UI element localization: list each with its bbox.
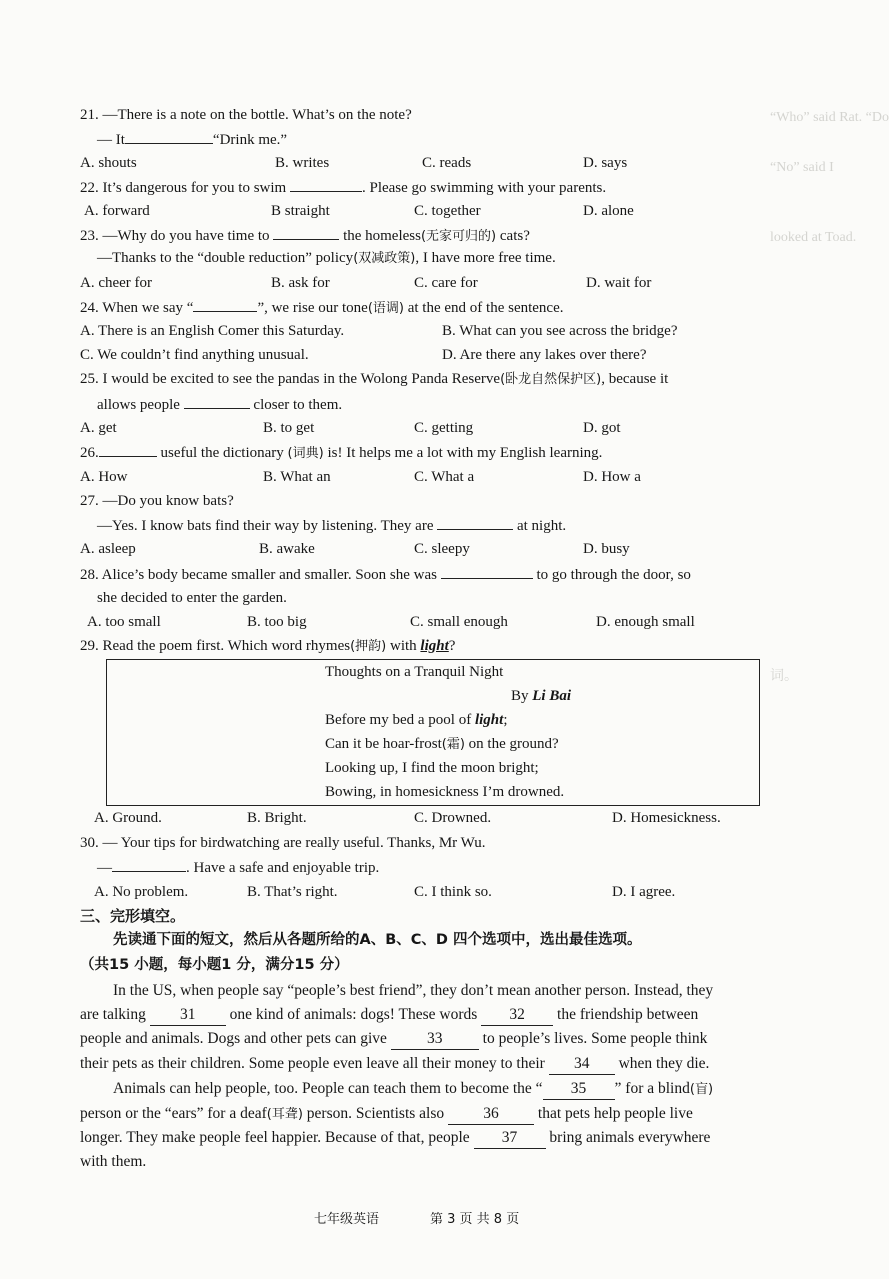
q30-option-c[interactable]: C. I think so. (414, 884, 492, 900)
q25-post2: closer to them. (253, 397, 343, 413)
p1-l2-a: are talking (80, 1006, 146, 1023)
section-scoring: （共15 小题，每小题1 分，满分15 分） (80, 957, 349, 973)
q25-line2 (97, 394, 342, 415)
q27-option-a[interactable]: A. asleep (80, 541, 136, 557)
poem-line-1-pre: Before my bed a pool of (325, 712, 475, 728)
q23-option-a[interactable]: A. cheer for (80, 275, 153, 291)
section-heading: 三、完形填空。 (80, 907, 186, 925)
q23-line2-post: , I have more free time. (415, 250, 556, 266)
q28-option-d[interactable]: D. enough small (596, 614, 695, 630)
q28-option-a[interactable]: A. too small (87, 614, 161, 630)
q27-line2 (97, 515, 566, 536)
q21-line2-pre: — It (97, 132, 125, 148)
q23-line2 (97, 248, 556, 269)
blank-35[interactable]: 35 (543, 1079, 615, 1100)
p2-l2-c: that pets help people live (537, 1105, 693, 1122)
p2-l3-a: longer. They make people feel happier. Because of that, people (80, 1129, 470, 1146)
q26-option-d[interactable]: D. How a (583, 469, 641, 485)
q22-stem (80, 177, 606, 198)
poem-title: Thoughts on a Tranquil Night (325, 664, 504, 680)
q27-stem: 27. —Do you know bats? (80, 493, 234, 509)
q21-option-b[interactable]: B. writes (275, 155, 330, 171)
q26-pre: 26. (80, 445, 99, 461)
q24-blank[interactable] (193, 297, 257, 312)
q24-option-d[interactable]: D. Are there any lakes over there? (442, 347, 647, 363)
q29-option-d[interactable]: D. Homesickness. (612, 810, 721, 826)
q25-line1: 25. I would be excited to see the pandas in the Wolong Panda Reserve (80, 371, 501, 387)
q24-post: ”, we rise our tone (257, 300, 368, 316)
poem-line-1-post: ; (503, 712, 508, 728)
q23-option-b[interactable]: B. ask for (271, 275, 330, 291)
passage-p1-line1: In the US, when people say “people’s best friend”, they don’t mean another person. Instead, they (113, 982, 714, 999)
p1-l3-a: people and animals. Dogs and other pets can give (80, 1030, 387, 1047)
poem-line-2-post: on the ground? (464, 736, 559, 752)
q22-option-a[interactable]: A. forward (84, 203, 150, 219)
q26-option-b[interactable]: B. What an (263, 469, 331, 485)
q22-blank[interactable] (290, 177, 362, 192)
q27-option-b[interactable]: B. awake (259, 541, 315, 557)
q29-stem (80, 636, 455, 657)
q22-pre: 22. It’s dangerous for you to swim (80, 180, 287, 196)
passage-p2-line4: with them. (80, 1153, 147, 1170)
q30-line2-post: . Have a safe and enjoyable trip. (186, 860, 380, 876)
poem-byline (511, 686, 571, 706)
q24-post2: at the end of the sentence. (407, 300, 564, 316)
q30-line2-pre: — (97, 860, 112, 876)
blank-34[interactable]: 34 (549, 1054, 615, 1075)
p1-l2-c: the friendship between (557, 1006, 699, 1023)
q25-option-d[interactable]: D. got (583, 420, 621, 436)
q22-option-d[interactable]: D. alone (583, 203, 634, 219)
q29-qmark: ? (448, 638, 456, 654)
blank-31[interactable]: 31 (150, 1005, 226, 1026)
q28-stem (80, 564, 691, 585)
q27-line2-text: —Yes. I know bats find their way by listening. They are (97, 518, 434, 534)
q24-option-c[interactable]: C. We couldn’t find anything unusual. (80, 347, 309, 363)
passage-p2-line1 (113, 1079, 713, 1100)
q26-post2: is! It helps me a lot with my English learning. (327, 445, 603, 461)
q25-stem (80, 369, 668, 390)
p2-l1-a: Animals can help people, too. People can teach them to become the “ (113, 1080, 543, 1097)
passage-p2-line3 (80, 1128, 710, 1149)
q28-option-b[interactable]: B. too big (247, 614, 307, 630)
blank-33[interactable]: 33 (391, 1029, 479, 1050)
q24-pre: 24. When we say “ (80, 300, 194, 316)
poem-line-1 (325, 710, 508, 730)
q30-option-b[interactable]: B. That’s right. (247, 884, 338, 900)
p1-l4-a: their pets as their children. Some people even leave all their money to their (80, 1055, 545, 1072)
q29-target-word: light (420, 638, 449, 654)
passage-p1-line4 (80, 1054, 709, 1075)
blank-37[interactable]: 37 (474, 1128, 546, 1149)
q29-post: with (390, 638, 417, 654)
passage-p1-line2 (80, 1005, 698, 1026)
blank-36[interactable]: 36 (448, 1104, 534, 1125)
q23-cn-gloss: (无家可归的) (420, 229, 497, 244)
q30-blank[interactable] (112, 857, 186, 872)
q30-option-a[interactable]: A. No problem. (94, 884, 189, 900)
q28-option-c[interactable]: C. small enough (410, 614, 508, 630)
q27-blank[interactable] (437, 515, 513, 530)
q30-option-d[interactable]: D. I agree. (612, 884, 676, 900)
p2-l3-b: bring animals everywhere (549, 1129, 711, 1146)
q26-option-a[interactable]: A. How (80, 469, 128, 485)
passage-p2-line2 (80, 1104, 693, 1125)
section-instructions: 先读通下面的短文，然后从各题所给的A、B、C、D 四个选项中，选出最佳选项。 (113, 932, 642, 948)
q22-post: . Please go swimming with your parents. (361, 180, 607, 196)
q24-option-b[interactable]: B. What can you see across the bridge? (442, 323, 678, 339)
q23-post2: cats? (499, 228, 530, 244)
q25-option-b[interactable]: B. to get (263, 420, 315, 436)
q26-stem (80, 442, 602, 464)
q22-option-b[interactable]: B straight (271, 203, 330, 219)
q26-blank[interactable] (99, 442, 157, 457)
q28-pre: 28. Alice’s body became smaller and smaller. Soon she was (80, 567, 438, 583)
footer-page-number: 第 3 页 共 8 页 (430, 1212, 520, 1227)
poem-author: Li Bai (532, 688, 572, 704)
q26-option-c[interactable]: C. What a (414, 469, 475, 485)
q21-option-a[interactable]: A. shouts (80, 155, 137, 171)
q24-cn: (语调) (367, 301, 404, 316)
p1-l2-b: one kind of animals: dogs! These words (229, 1006, 478, 1023)
poem-box (106, 659, 760, 806)
p2-l2-b: person. Scientists also (302, 1105, 445, 1122)
q21-option-c[interactable]: C. reads (422, 155, 472, 171)
q28-line2: she decided to enter the garden. (97, 590, 287, 606)
q21-line2 (97, 129, 287, 150)
q21-stem: 21. —There is a note on the bottle. What’s on the note? (80, 107, 412, 123)
q23-option-c[interactable]: C. care for (414, 275, 478, 291)
q21-line2-post: “Drink me.” (212, 132, 288, 148)
footer-subject: 七年级英语 (314, 1212, 380, 1227)
poem-line-1-word: light (474, 712, 504, 728)
p2-l2-a: person or the “ears” for a deaf (80, 1105, 267, 1122)
q24-stem (80, 297, 564, 319)
q29-pre: 29. Read the poem first. Which word rhymes (80, 638, 351, 654)
q27-option-c[interactable]: C. sleepy (414, 541, 470, 557)
q23-post: the homeless (343, 228, 421, 244)
poem-line-4: Bowing, in homesickness I’m drowned. (325, 784, 565, 800)
q29-option-a[interactable]: A. Ground. (94, 810, 162, 826)
q25-option-c[interactable]: C. getting (414, 420, 474, 436)
p1-l3-b: to people’s lives. Some people think (482, 1030, 708, 1047)
q25-pre2: allows people (97, 397, 180, 413)
q27-line2-post: at night. (516, 518, 567, 534)
q23-pre: 23. —Why do you have time to (80, 228, 270, 244)
poem-line-2-pre: Can it be hoar-frost (325, 736, 442, 752)
poem-by: By (511, 688, 533, 704)
p2-l2-cn: (耳聋) (266, 1107, 303, 1122)
passage-p1-line3 (80, 1029, 707, 1050)
q29-cn: (押韵) (350, 639, 387, 654)
q27-option-d[interactable]: D. busy (583, 541, 630, 557)
q29-option-b[interactable]: B. Bright. (247, 810, 307, 826)
q28-post: to go through the door, so (536, 567, 691, 583)
q26-cn: (词典) (287, 446, 324, 461)
q25-option-a[interactable]: A. get (80, 420, 117, 436)
q23-blank[interactable] (273, 225, 339, 240)
blank-32[interactable]: 32 (481, 1005, 553, 1026)
q23-line2-cn: (双减政策) (353, 251, 416, 266)
q30-line2 (97, 857, 379, 878)
q22-option-c[interactable]: C. together (414, 203, 481, 219)
q23-stem (80, 225, 530, 247)
q29-option-c[interactable]: C. Drowned. (414, 810, 492, 826)
poem-line-2 (325, 734, 559, 755)
q23-option-d[interactable]: D. wait for (586, 275, 652, 291)
p1-l4-b: when they die. (618, 1055, 710, 1072)
q23-line2-text: —Thanks to the “double reduction” policy (97, 250, 354, 266)
q24-option-a[interactable]: A. There is an English Comer this Saturday. (80, 323, 345, 339)
q21-blank[interactable] (125, 129, 213, 144)
q21-option-d[interactable]: D. says (583, 155, 628, 171)
p2-l1-b: ” for a blind (614, 1080, 690, 1097)
q25-line1-post: , because it (601, 371, 669, 387)
poem-line-2-cn: (霜) (441, 737, 465, 752)
q28-blank[interactable] (441, 564, 533, 579)
p2-l1-cn: (盲) (689, 1082, 714, 1097)
q25-blank[interactable] (184, 394, 250, 409)
q25-cn: (卧龙自然保护区) (500, 372, 602, 387)
q30-stem: 30. — Your tips for birdwatching are really useful. Thanks, Mr Wu. (80, 835, 486, 851)
poem-line-3: Looking up, I find the moon bright; (325, 760, 539, 776)
q26-post: useful the dictionary (160, 445, 284, 461)
